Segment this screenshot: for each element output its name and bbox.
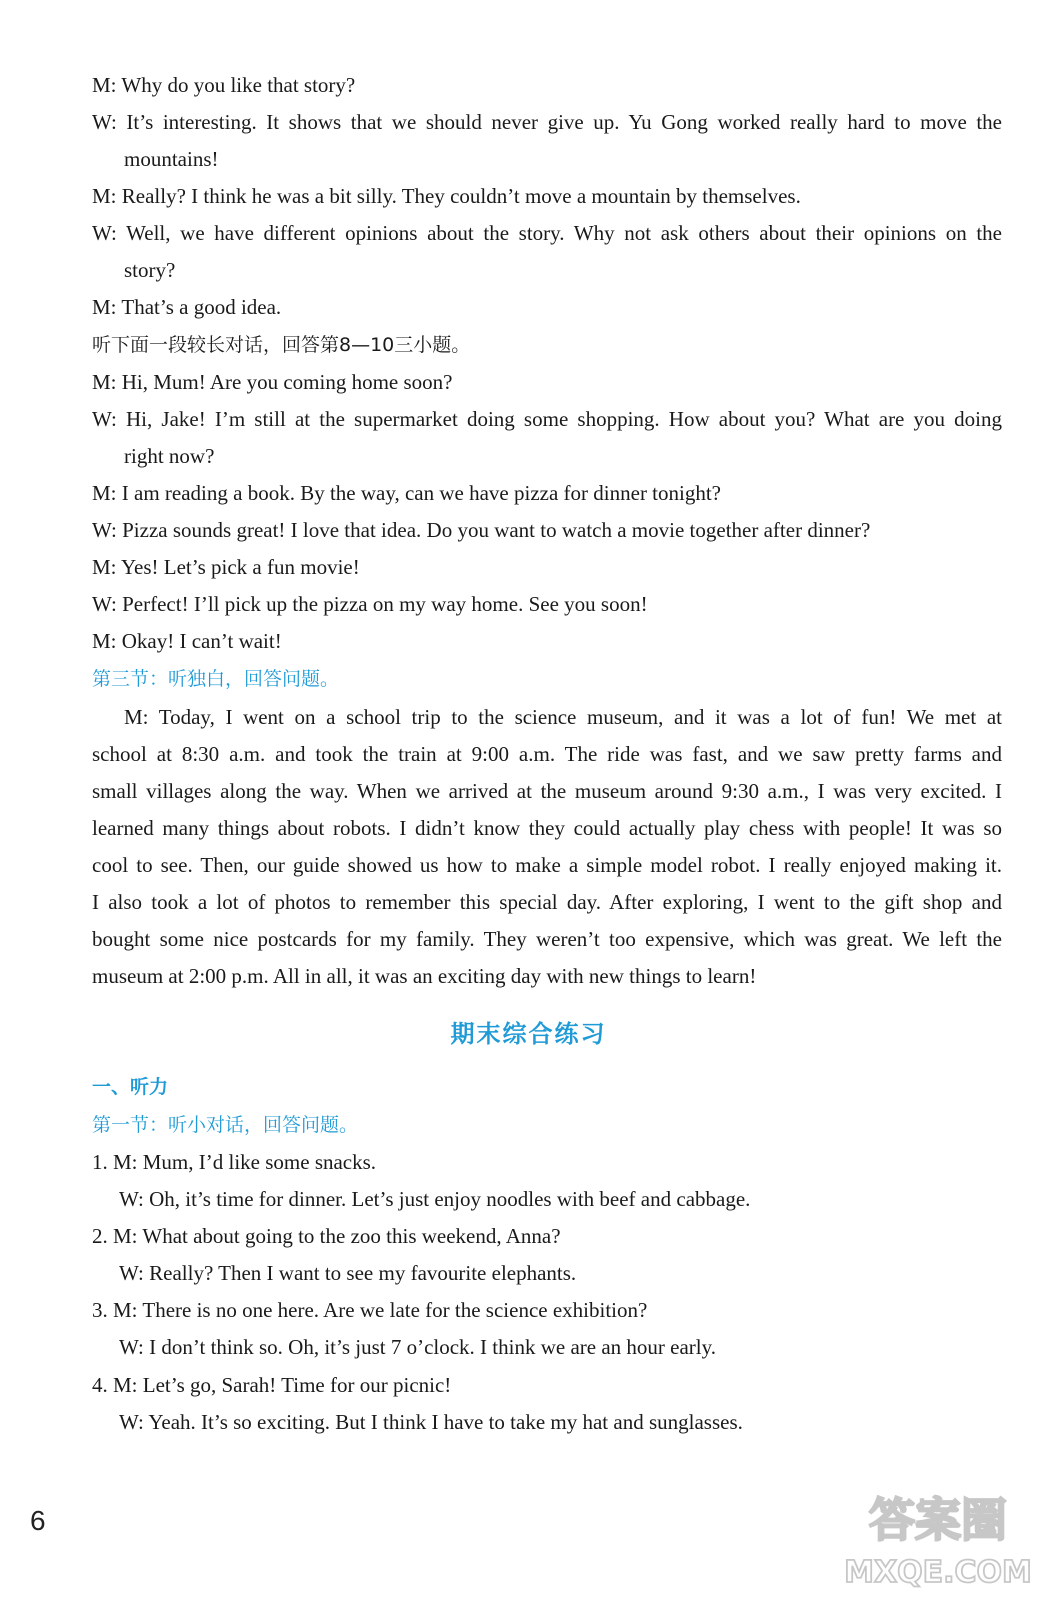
dialogue-line: M: Yes! Let’s pick a fun movie! [92, 555, 360, 579]
question-response: W: Really? Then I want to see my favourite elephants. [119, 1261, 577, 1285]
monologue-line: cool to see. Then, our guide showed us how to make a simple model robot. I really enjoyed making it. [92, 853, 1002, 877]
question-response: W: Yeah. It’s so exciting. But I think I have to take my hat and sunglasses. [119, 1410, 743, 1434]
dialogue-line: W: Pizza sounds great! I love that idea. Do you want to watch a movie together after dinner? [92, 518, 871, 542]
part-heading: 一、听力 [92, 1076, 169, 1098]
watermark-logo [838, 1478, 1038, 1590]
monologue-line: I also took a lot of photos to remember this special day. After exploring, I went to the gift shop and [92, 890, 1002, 914]
monologue-line: M: Today, I went on a school trip to the science museum, and it was a lot of fun! We met at [124, 705, 1002, 729]
dialogue-line-continued: story? [124, 258, 176, 282]
question-response: W: I don’t think so. Oh, it’s just 7 o’clock. I think we are an hour early. [119, 1335, 717, 1359]
dialogue-line: M: Hi, Mum! Are you coming home soon? [92, 370, 453, 394]
monologue-line: museum at 2:00 p.m. All in all, it was an exciting day with new things to learn! [92, 964, 757, 988]
watermark-url: MXQE.COM [844, 1555, 1032, 1590]
page-number: 6 [30, 1505, 46, 1536]
dialogue-line: W: Perfect! I’ll pick up the pizza on my way home. See you soon! [92, 592, 648, 616]
dialogue-line: W: It’s interesting. It shows that we should never give up. Yu Gong worked really hard to move the [92, 110, 1002, 134]
monologue-line: small villages along the way. When we arrived at the museum around 9:30 a.m., I was very excited. I [92, 779, 1002, 803]
question-response: W: Oh, it’s time for dinner. Let’s just enjoy noodles with beef and cabbage. [119, 1187, 751, 1211]
instruction-line: 听下面一段较长对话，回答第8—10三小题。 [92, 334, 471, 356]
dialogue-line: M: I am reading a book. By the way, can we have pizza for dinner tonight? [92, 481, 722, 505]
dialogue-line: M: Okay! I can’t wait! [92, 629, 282, 653]
dialogue-line: M: Why do you like that story? [92, 73, 356, 97]
monologue-line: bought some nice postcards for my family. They weren’t too expensive, which was great. We left the [92, 927, 1002, 951]
watermark-text: 答案圈 [869, 1493, 1007, 1547]
dialogue-line-continued: right now? [124, 444, 215, 468]
dialogue-line: W: Well, we have different opinions about the story. Why not ask others about their opinions on the [92, 221, 1002, 245]
dialogue-line: M: Really? I think he was a bit silly. They couldn’t move a mountain by themselves. [92, 184, 801, 208]
question-item: 2. M: What about going to the zoo this weekend, Anna? [92, 1224, 561, 1248]
question-item: 1. M: Mum, I’d like some snacks. [92, 1150, 377, 1174]
monologue-line: learned many things about robots. I didn’t know they could actually play chess with people! It was so [92, 816, 1002, 840]
section-heading: 第三节：听独白，回答问题。 [92, 668, 340, 690]
dialogue-line: W: Hi, Jake! I’m still at the supermarket doing some shopping. How about you? What are you doing [92, 407, 1002, 431]
dialogue-line-continued: mountains! [124, 147, 219, 171]
chapter-title: 期末综合练习 [450, 1020, 607, 1048]
question-item: 3. M: There is no one here. Are we late for the science exhibition? [92, 1298, 648, 1322]
question-item: 4. M: Let’s go, Sarah! Time for our picnic! [92, 1373, 452, 1397]
monologue-line: school at 8:30 a.m. and took the train at 9:00 a.m. The ride was fast, and we saw pretty farms and [92, 742, 1002, 766]
section-heading: 第一节：听小对话，回答问题。 [92, 1114, 359, 1136]
dialogue-line: M: That’s a good idea. [92, 295, 282, 319]
